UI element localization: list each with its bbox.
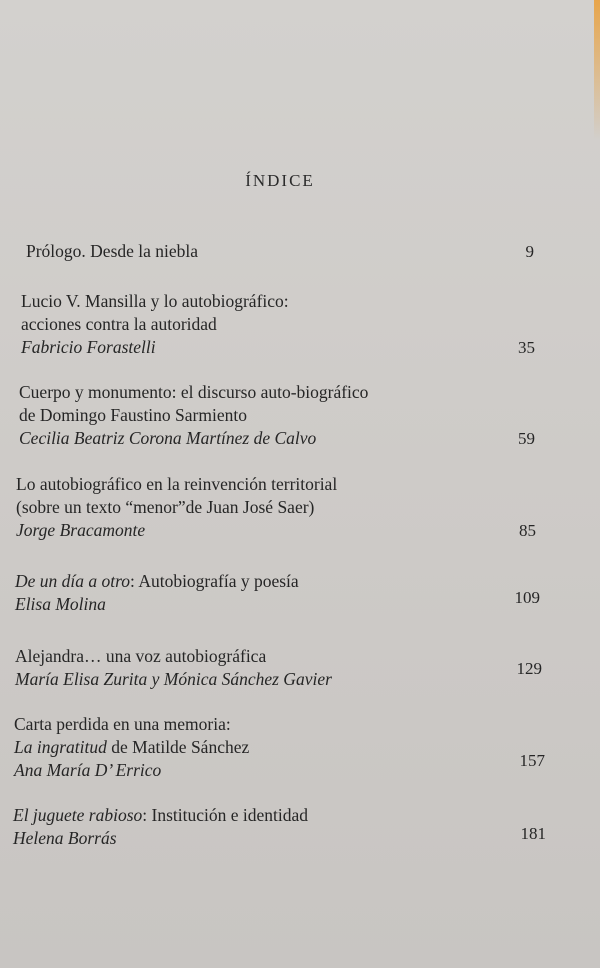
page-title: ÍNDICE	[245, 171, 315, 190]
entry-page-number: 157	[519, 751, 545, 770]
toc-entry	[16, 473, 536, 542]
entry-page-number: 35	[518, 338, 535, 357]
entry-page-number: 85	[519, 521, 536, 540]
entry-author: Fabricio Forastelli	[21, 337, 156, 357]
entry-title: Lo autobiográfico en la reinvención territorial	[16, 474, 338, 494]
entry-page-number: 181	[520, 824, 546, 843]
entry-title-rest: : Autobiografía y poesía	[130, 571, 299, 591]
entry-page-number: 129	[516, 659, 542, 678]
entry-title-rest: de Matilde Sánchez	[106, 737, 250, 757]
entry-title	[13, 804, 546, 827]
entry-title-italic: El juguete rabioso	[13, 805, 143, 825]
entry-title: Lucio V. Mansilla y lo autobiográfico:	[21, 291, 289, 311]
entry-page-number: 109	[514, 588, 540, 607]
toc-entry	[14, 713, 545, 782]
cover-edge	[594, 0, 600, 140]
entry-author: Jorge Bracamonte	[16, 520, 146, 540]
toc-entry	[15, 645, 542, 691]
toc-entry	[15, 570, 540, 616]
toc-entry	[19, 381, 535, 450]
entry-title: (sobre un texto “menor”de Juan José Saer)	[16, 497, 315, 517]
entry-author: María Elisa Zurita y Mónica Sánchez Gavier	[15, 669, 332, 689]
entry-title: acciones contra la autoridad	[21, 314, 217, 334]
entry-title: Cuerpo y monumento: el discurso auto-biográfico	[19, 382, 369, 402]
entry-title-italic: La ingratitud	[14, 737, 107, 757]
entry-title: Alejandra… una voz autobiográfica	[15, 646, 267, 666]
entry-title: Carta perdida en una memoria:	[14, 714, 231, 734]
entry-author: Elisa Molina	[15, 594, 106, 614]
entry-title: de Domingo Faustino Sarmiento	[19, 405, 247, 425]
entry-title	[14, 736, 545, 759]
entry-author: Cecilia Beatriz Corona Martínez de Calvo	[19, 428, 317, 448]
entry-title-italic: De un día a otro	[15, 571, 131, 591]
toc-entry	[13, 804, 546, 850]
entry-title: Prólogo. Desde la niebla	[26, 241, 199, 261]
toc-entry	[26, 240, 534, 263]
entry-title-rest: : Institución e identidad	[142, 805, 309, 825]
entry-title	[15, 570, 540, 593]
toc-entry	[21, 290, 535, 359]
entry-page-number: 9	[525, 242, 534, 261]
entry-page-number: 59	[518, 429, 535, 448]
entry-author: Ana María D’ Errico	[14, 760, 162, 780]
entry-author: Helena Borrás	[13, 828, 117, 848]
